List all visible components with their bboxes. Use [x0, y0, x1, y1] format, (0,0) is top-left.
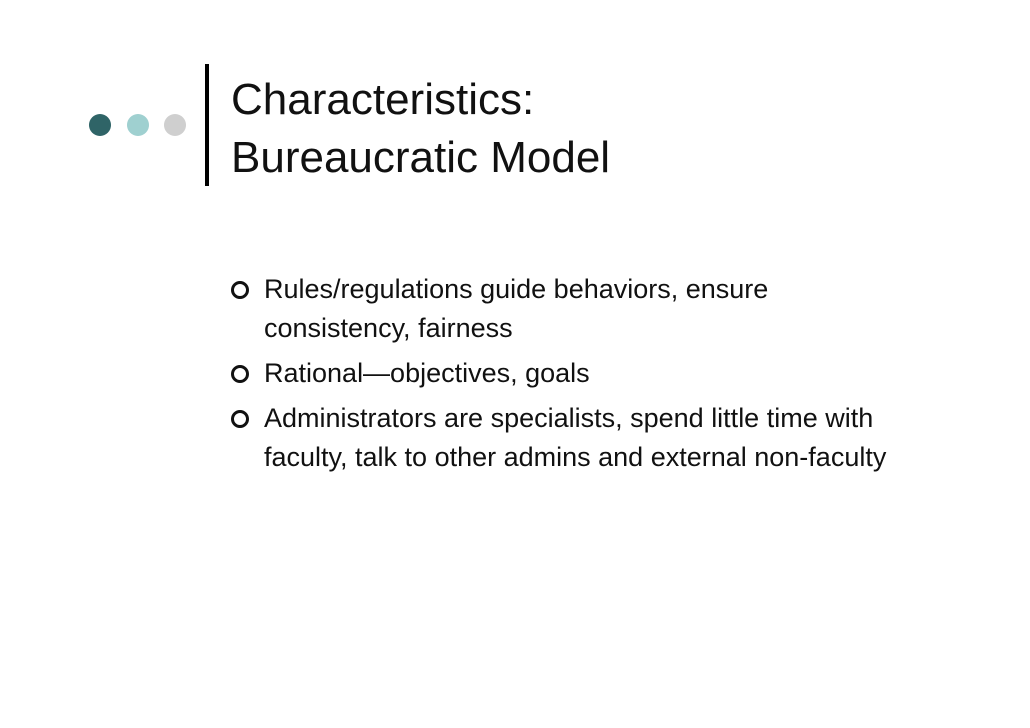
- title-divider: [205, 64, 209, 186]
- bullet-list: [231, 270, 891, 483]
- ring-bullet-icon: [231, 410, 249, 428]
- bullet-item: [231, 354, 891, 393]
- title-line-1: Characteristics:: [231, 75, 535, 124]
- bullet-item: [231, 270, 891, 348]
- ring-bullet-icon: [231, 281, 249, 299]
- bullet-text: Rational—objectives, goals: [264, 358, 590, 388]
- light-teal-dot-icon: [127, 114, 149, 136]
- ring-bullet-icon: [231, 365, 249, 383]
- title-line-2: Bureaucratic Model: [231, 133, 611, 182]
- slide-title: [231, 71, 991, 187]
- decorative-dots: [89, 114, 189, 138]
- bullet-text: Administrators are specialists, spend little time with faculty, talk to other admins and external non-faculty: [264, 403, 887, 472]
- gray-dot-icon: [164, 114, 186, 136]
- bullet-text: Rules/regulations guide behaviors, ensure consistency, fairness: [264, 274, 769, 343]
- bullet-item: [231, 399, 891, 477]
- dark-teal-dot-icon: [89, 114, 111, 136]
